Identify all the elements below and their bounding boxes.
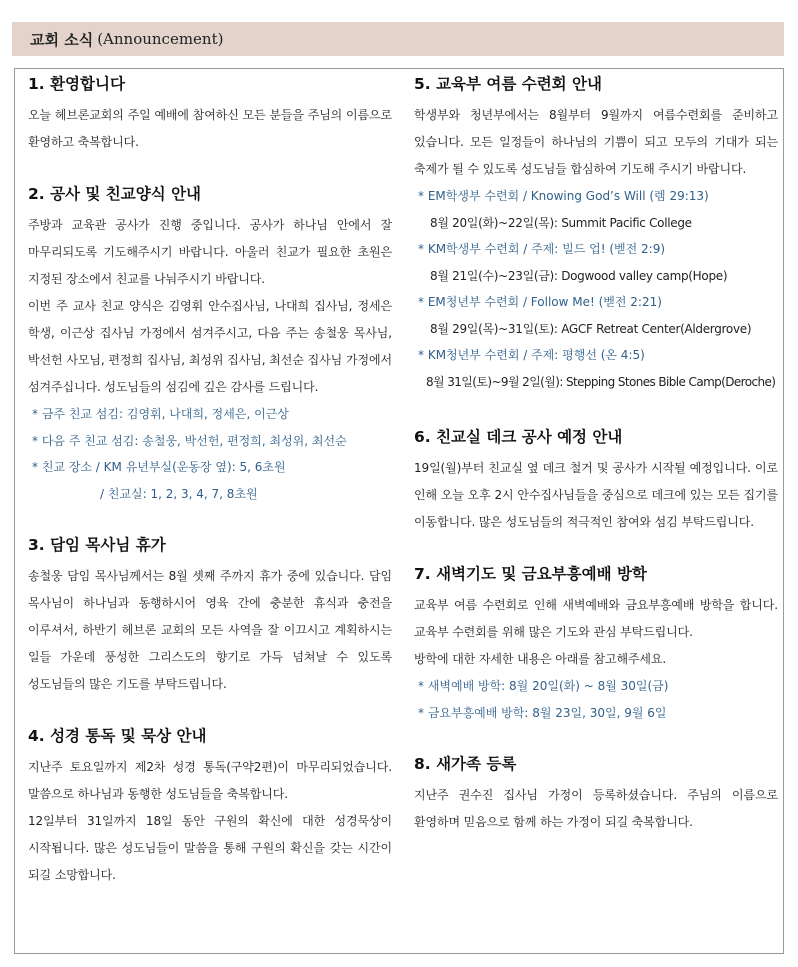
section-body: 방학에 대한 자세한 내용은 아래를 참고해주세요. [414,652,667,666]
retreat-item-title: * EM청년부 수련회 / Follow Me! (벧전 2:21) [418,295,662,309]
section-title: 6. 친교실 데크 공사 예정 안내 [414,428,623,446]
section-body: 12일부터 31일까지 18일 동안 구원의 확신에 대한 성경묵상이 시작됩니다. 많은 성도님들이 말씀을 통해 구원의 확신을 갖는 시간이 되길 소망합니다. [28,814,392,882]
section-title: 2. 공사 및 친교양식 안내 [28,185,202,203]
section-body: 지난주 권수진 집사님 가정이 등록하셨습니다. 주님의 이름으로 환영하며 믿음으로 함께 하는 가정이 되길 축복합니다. [414,788,778,829]
section-title: 1. 환영합니다 [28,75,125,93]
bullet-item: * 새벽예배 방학: 8월 20일(화) ~ 8월 30일(금) [418,679,669,693]
section-title: 3. 담임 목사님 휴가 [28,536,166,554]
section-body: 교육부 여름 수련회로 인해 새벽예배와 금요부흥예배 방학을 합니다. 교육부 수련회를 위해 많은 기도와 관심 부탁드립니다. [414,598,778,639]
retreat-item-detail: 8월 31일(토)~9월 2일(월): Stepping Stones Bible Camp(Deroche) [426,374,776,389]
section-body: 지난주 토요일까지 제2차 성경 통독(구약2편)이 마무리되었습니다. 말씀으로 하나님과 동행한 성도님들을 축복합니다. [28,760,392,801]
section-body: 송철웅 담임 목사님께서는 8월 셋째 주까지 휴가 중에 있습니다. 담임 목사님이 하나님과 동행하시어 영육 간에 충분한 휴식과 충전을 이루셔서, 하반기 헤브론 교회의 모든 사역을 잘 이끄시고 계획하시는 일들 가운데 풍성한 그리스도의 향기로 가득 넘쳐날 수 있도록 성도님들의 많은 기도를 부탁드립니다. [28,569,392,691]
bullet-item: * 금주 친교 섬김: 김영휘, 나대희, 정세은, 이근상 [32,407,289,421]
section-construction [28,182,392,507]
header-title-en: (Announcement) [97,30,224,48]
section-body: 오늘 헤브론교회의 주일 예배에 참여하신 모든 분들을 주님의 이름으로 환영하고 축복합니다. [28,108,392,149]
section-new-family [414,752,778,836]
section-title: 8. 새가족 등록 [414,755,517,773]
section-body: 19일(월)부터 친교실 옆 데크 철거 및 공사가 시작될 예정입니다. 이로 인해 오늘 오후 2시 안수집사님들을 중심으로 데크에 있는 모든 집기를 이동합니다. 많은 성도님들의 적극적인 참여와 섬김 부탁드립니다. [414,461,778,529]
header-title-ko: 교회 소식 [30,30,94,49]
retreat-item-title: * KM학생부 수련회 / 주제: 빌드 업! (벧전 2:9) [418,242,666,256]
right-column [414,72,778,836]
announcement-header [12,22,784,56]
section-welcome [28,72,392,156]
retreat-item-detail: 8월 20일(화)~22일(목): Summit Pacific College [430,215,692,230]
section-deck-construction [414,425,778,536]
retreat-item-title: * KM청년부 수련회 / 주제: 평행선 (온 4:5) [418,348,645,362]
bullet-item: * 다음 주 친교 섬김: 송철웅, 박선헌, 편정희, 최성위, 최선순 [32,433,347,448]
left-column [28,72,392,889]
section-title: 7. 새벽기도 및 금요부흥예배 방학 [414,565,647,583]
retreat-item-detail: 8월 21일(수)~23일(금): Dogwood valley camp(Hope) [430,268,728,283]
section-body: 학생부와 청년부에서는 8월부터 9월까지 여름수련회를 준비하고 있습니다. 모든 일정들이 하나님의 기쁨이 되고 모두의 기대가 되는 축제가 될 수 있도록 성도님들 합심하여 기도해 주시기 바랍니다. [414,108,778,176]
section-title: 4. 성경 통독 및 묵상 안내 [28,727,207,745]
retreat-item-detail: 8월 29일(목)~31일(토): AGCF Retreat Center(Aldergrove) [430,321,752,336]
bullet-item: * 친교 장소 / KM 유년부실(운동장 옆): 5, 6초원 [32,460,286,474]
section-title: 5. 교육부 여름 수련회 안내 [414,75,602,93]
section-body: 주방과 교육관 공사가 진행 중입니다. 공사가 하나님 안에서 잘 마무리되도록 기도해주시기 바랍니다. 아울러 친교가 필요한 초원은 지정된 장소에서 친교를 나눠주시기 바랍니다. [28,218,392,286]
bullet-item: * 금요부흥예배 방학: 8월 23일, 30일, 9월 6일 [418,705,667,720]
section-prayer-break [414,562,778,726]
section-summer-retreat [414,72,778,395]
retreat-item-title: * EM학생부 수련회 / Knowing God’s Will (렘 29:13) [418,189,709,203]
bullet-item: / 친교실: 1, 2, 3, 4, 7, 8초원 [100,486,258,501]
section-bible-reading [28,724,392,889]
section-body: 이번 주 교사 친교 양식은 김영휘 안수집사님, 나대희 집사님, 정세은 학생, 이근상 집사님 가정에서 섬겨주시고, 다음 주는 송철웅 목사님, 박선헌 사모님, 편정희 집사님, 최성위 집사님, 최선순 집사님 가정에서 섬겨주십니다. 성도님들의 섬김에 깊은 감사를 드립니다. [28,299,392,394]
section-pastor-vacation [28,533,392,698]
